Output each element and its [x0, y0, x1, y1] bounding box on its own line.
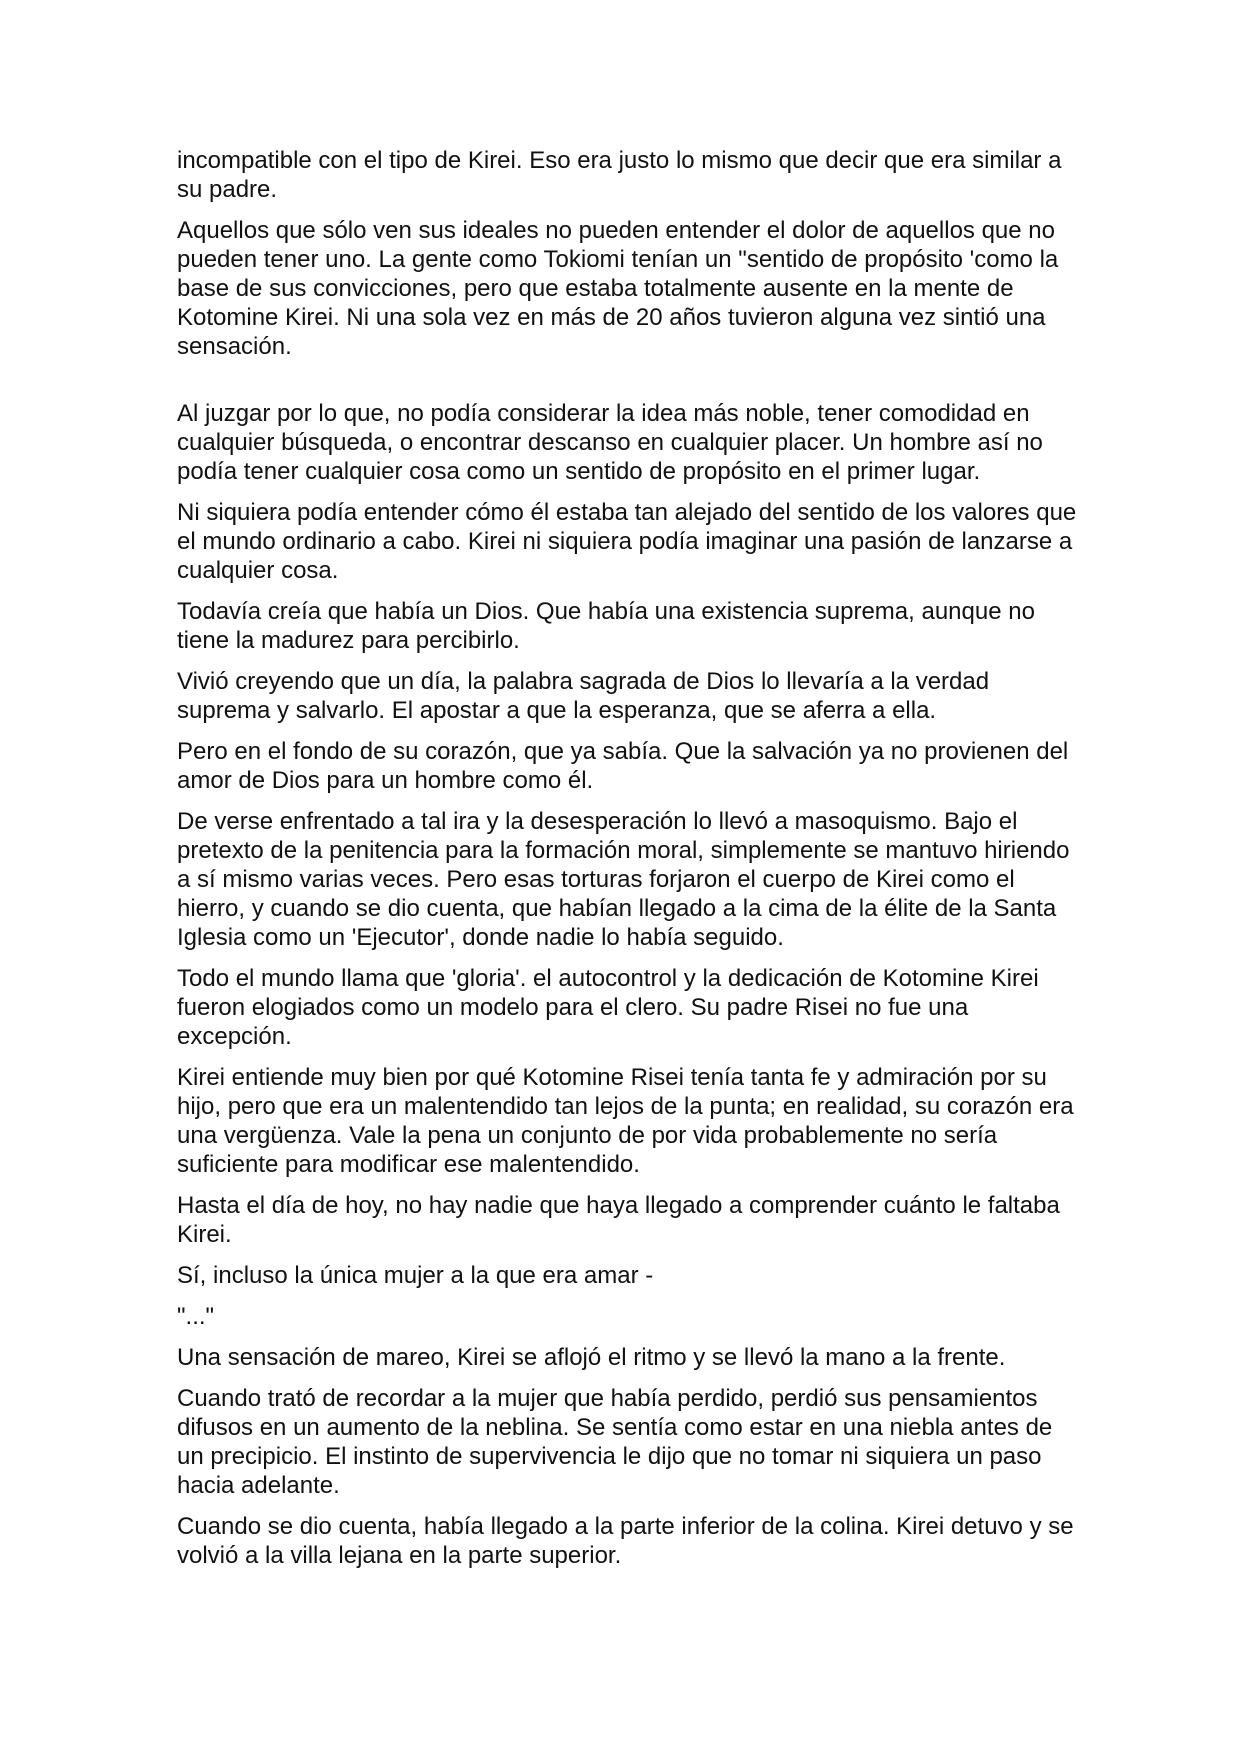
paragraph: Vivió creyendo que un día, la palabra sagrada de Dios lo llevaría a la verdad suprema y salvarlo. El apostar a que la esperanza, que se aferra a ella. — [177, 668, 990, 724]
paragraph: Ni siquiera podía entender cómo él estaba tan alejado del sentido de los valores que el mundo ordinario a cabo. Kirei ni siquiera podía imaginar una pasión de lanzarse a cualquier cosa. — [177, 499, 1077, 584]
paragraph: Todavía creía que había un Dios. Que había una existencia suprema, aunque no tiene la madurez para percibirlo. — [177, 598, 1035, 654]
paragraph: Pero en el fondo de su corazón, que ya sabía. Que la salvación ya no provienen del amor de Dios para un hombre como él. — [177, 738, 1069, 794]
paragraph: Cuando trató de recordar a la mujer que había perdido, perdió sus pensamientos difusos en un aumento de la neblina. Se sentía como estar en una niebla antes de un precipicio. El instinto de supervivencia le dijo que no tomar ni siquiera un paso hacia adelante. — [177, 1385, 1053, 1499]
paragraph: Cuando se dio cuenta, había llegado a la parte inferior de la colina. Kirei detuvo y se volvió a la villa lejana en la parte superior. — [177, 1513, 1074, 1569]
paragraph: De verse enfrentado a tal ira y la desesperación lo llevó a masoquismo. Bajo el pretexto de la penitencia para la formación moral, simplemente se mantuvo hiriendo a sí mismo varias veces. Pero esas torturas forjaron el cuerpo de Kirei como el hierro, y cuando se dio cuenta, que habían llegado a la cima de la élite de la Santa Iglesia como un 'Ejecutor', donde nadie lo había seguido. — [177, 808, 1070, 951]
document-body — [177, 146, 1077, 1582]
paragraph: Todo el mundo llama que 'gloria'. el autocontrol y la dedicación de Kotomine Kirei fueron elogiados como un modelo para el clero. Su padre Risei no fue una excepción. — [177, 965, 1039, 1050]
paragraph: incompatible con el tipo de Kirei. Eso era justo lo mismo que decir que era similar a su padre. — [177, 147, 1062, 203]
paragraph: Al juzgar por lo que, no podía considerar la idea más noble, tener comodidad en cualquier búsqueda, o encontrar descanso en cualquier placer. Un hombre así no podía tener cualquier cosa como un sentido de propósito en el primer lugar. — [177, 400, 1043, 485]
paragraph: Aquellos que sólo ven sus ideales no pueden entender el dolor de aquellos que no pueden tener uno. La gente como Tokiomi tenían un "sentido de propósito 'como la base de sus convicciones, pero que estaba totalmente ausente en la mente de Kotomine Kirei. Ni una sola vez en más de 20 años tuvieron alguna vez sintió una sensación. — [177, 217, 1059, 360]
paragraph: Sí, incluso la única mujer a la que era amar - — [177, 1262, 654, 1289]
paragraph: Una sensación de mareo, Kirei se aflojó el ritmo y se llevó la mano a la frente. — [177, 1344, 1006, 1371]
paragraph: Kirei entiende muy bien por qué Kotomine Risei tenía tanta fe y admiración por su hijo, pero que era un malentendido tan lejos de la punta; en realidad, su corazón era una vergüenza. Vale la pena un conjunto de por vida probablemente no sería suficiente para modificar ese malentendido. — [177, 1064, 1074, 1178]
dialogue-line: "..." — [177, 1303, 215, 1330]
paragraph: Hasta el día de hoy, no hay nadie que haya llegado a comprender cuánto le faltaba Kirei. — [177, 1192, 1060, 1248]
